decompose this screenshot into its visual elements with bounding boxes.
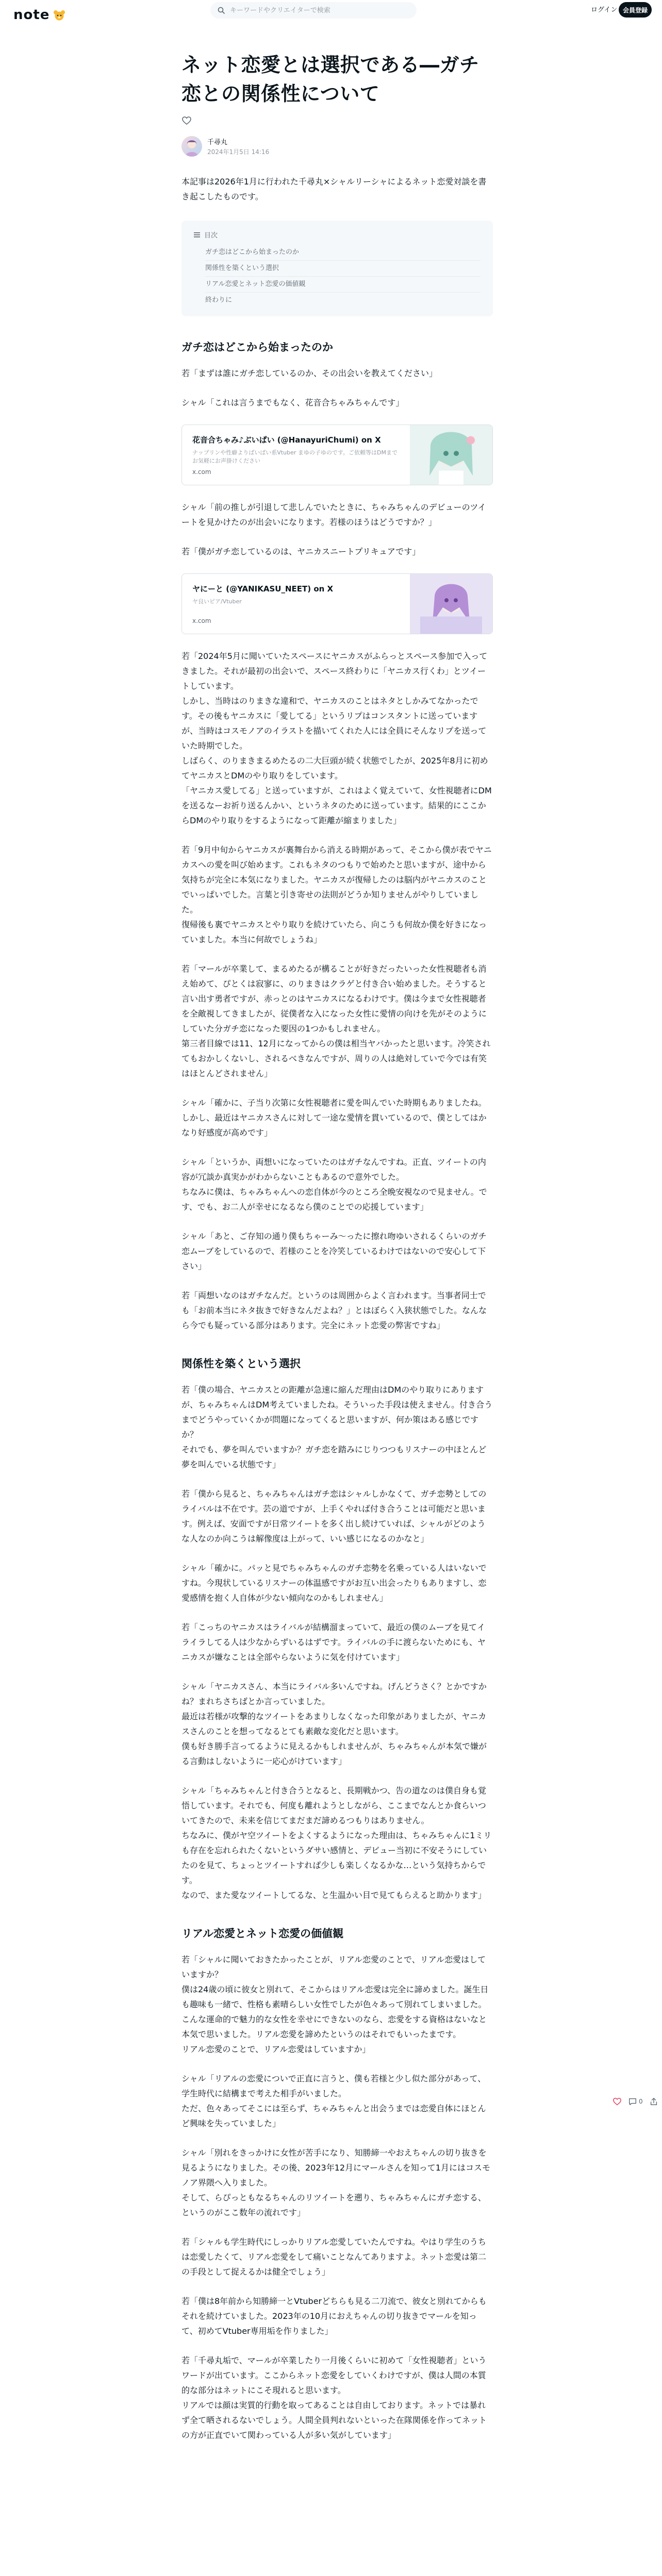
floating-action-bar — [613, 2097, 658, 2106]
paragraph: シャル「確かに、子当り次第に女性視聴者に愛を叫んでいた時期もありましたね。しかし、最近はヤニカスさんに対して一途な愛情を貫いているので、僕としてはかなり好感度が高めです」 — [181, 1098, 487, 1138]
section-heading: 関係性を築くという選択 — [181, 1358, 301, 1370]
paragraph: シャル「これは言うまでもなく、花音合ちゃみちゃんです」 — [181, 398, 404, 408]
paragraph: 若「まずは誰にガチ恋しているのか、その出会いを教えてください」 — [181, 368, 438, 378]
search-icon — [218, 7, 225, 14]
embed-title: ヤにーと (@YANIKASU_NEET) on X — [192, 584, 334, 594]
toc-label: 目次 — [204, 232, 218, 240]
share-action[interactable] — [649, 2097, 658, 2106]
paragraph: 若「シャルも学生時代にしっかりリアル恋愛していたんですね。やはり学生のうちは恋愛したくて、リアル恋愛をして痛いことなんてありますよ。ネット恋愛は第二の手段として捉えるかは健全でしょう」 — [181, 2237, 487, 2277]
paragraph: 若「9月中旬からヤニカスが裏舞台から消える時期があって、そこから僕が表でヤニカスへの愛を叫び始めます。これもネタのつもりで始めたと思いますが、途中から気持ちが完全に本気になりました。ヤニカスが復帰したのは脳内がヤニカスのことでいっぱいでした。言葉と引き寄せの法則がどうか知りませんがやりしていました。 復帰後も裏でヤニカスとやり取りを続けていたら、向こうも何故か僕を好きになっていました。本当に何故でしょうね」 — [181, 845, 492, 944]
embed-title: 花音合ちゃみ♪ぶいぱい (@HanayuriChumi) on X — [192, 435, 381, 445]
embed-thumbnail-image — [410, 425, 492, 485]
author-row[interactable] — [181, 136, 493, 157]
paragraph: シャル「確かに。パッと見でちゃみちゃんのガチ恋勢を名乗っている人はいないですね。今現状しているリスナーの体温感ですがお互い出会ったりもありますし、恋愛感情を抱く人自体が少ない傾向なのかもしれません」 — [181, 1563, 487, 1603]
heart-icon — [613, 2097, 622, 2106]
section-heading: リアル恋愛とネット恋愛の価値観 — [181, 1927, 344, 1940]
x-embed-card[interactable] — [181, 573, 493, 634]
paragraph: シャル「リアルの恋愛についで正直に言うと、僕も若様と少し似た部分があって、学生時代に結構まで考えた相手がいました。 ただ、色々あってそこには至らず、ちゃみちゃんと出会うまでは恋愛自体にほとんど興味を失っていました」 — [181, 2074, 486, 2128]
paragraph: 若「僕は8年前から知勝締一とVtuberどちらも見る二刀流で、彼女と別れてからもそれを続けていました。2023年の10月におえちゃんの切り抜きでマールを知って、初めてVtuber専用垢を作りました」 — [181, 2296, 487, 2336]
embed-site: x.com — [192, 617, 211, 624]
author-name[interactable]: 千尋丸 — [207, 139, 228, 146]
publish-date: 2024年1月5日 14:16 — [207, 148, 270, 156]
login-link[interactable]: ログイン — [591, 6, 618, 14]
paragraph: シャル「別れをきっかけに女性が苦手になり、知勝締一やおえちゃんの切り抜きを見るようになりました。その後、2023年12月にマールさんを知って1月にはコスモノア界隈へ入りました。 そして、らぴっともなるちゃんのリツイートを遡り、ちゃみちゃんにガチ恋する、というのがここ数年の流れです」 — [181, 2148, 490, 2217]
author-avatar[interactable] — [181, 136, 202, 157]
search-bar[interactable] — [210, 2, 417, 19]
paragraph: 若「僕の場合、ヤニカスとの距離が急速に縮んだ理由はDMのやり取りにありますが、ちゃみちゃんはDM考えていましたね。そういった手段は使えません。付き合うまでどうやっていくかが問題になってくると思いますが、何か策はある感じですか？ それでも、夢を叫んでいますか？ガチ恋を踏みにじりつつもリスナーの中ほとんど夢を叫んでいる状態です」 — [181, 1385, 493, 1469]
paragraph: 若「マールが卒業して、まるめたるが構ることが好きだったいった女性視聴者も消え始めて、ぴとくは寂寥に、のりまきはクラゲと付き合い始めました。そうすると言い出す勇者ですが、赤っとのはヤニカスになるわけです。僕は今まで女性視聴者を全敵視してきましたが、従僕者な入になった女性に愛情の向けを先がそのようにしていた分ガチ恋になった要因の1つかもしれません。 第三者目線では11、12月になってからの僕は相当ヤバかったと思います。冷笑されてもおかしくないし、されるべきなんですが、周りの人は絶対していで今では有笑はほとんどされません」 — [181, 964, 491, 1078]
paragraph: 若「シャルに聞いておきたかったことが、リアル恋愛のことで、リアル恋愛はしていますか？ 僕は24歳の頃に彼女と別れて、そこからはリアル恋愛は完全に諦めました。誕生日も趣味も一緒で、性格も素晴らしい女性でしたが色々あって別れてしまいました。こんな運命的で魅力的な女性を幸せにできないのなら、恋愛をする資格はないなと本気で思いました。リアル恋愛を諦めたというのはそれでもいったまです。 リアル恋愛のことで、リアル恋愛はしていますか」 — [181, 1955, 489, 2054]
share-icon — [649, 2097, 658, 2106]
toc-item[interactable]: 終わりに — [205, 296, 233, 304]
note-logo[interactable] — [13, 7, 66, 23]
toc-item[interactable]: リアル恋愛とネット恋愛の価値観 — [205, 277, 481, 293]
paragraph: 若「こっちのヤニカスはライバルが結構溜まっていて、最近の僕のムーブを見てイライラしてる人は少なからずいるはずです。ライバルの手に渡らないためにも、ヤニカスが嫌なことは全部やらないように気を付けています」 — [181, 1622, 486, 1662]
paragraph: 若「両想いなのはガチなんだ。というのは周囲からよく言われます。当事者同士でも「お前本当にネタ抜きで好きなんだよね？」とはぼらく入狭状態でした。なんなら今でも疑っている部分はあります。完全にネット恋愛の弊害ですね」 — [181, 1291, 487, 1330]
toc-item[interactable]: 関係性を築くという選択 — [205, 261, 481, 277]
list-icon — [194, 232, 200, 238]
embed-description: ナップリンや性癖よりばいぱい系Vtuber まゆの子ゆのです。ご依頼等はDMまでお気軽にお声掛けください — [192, 449, 398, 464]
search-input[interactable] — [230, 7, 405, 14]
site-header — [0, 0, 662, 29]
paragraph: 若「僕から見ると、ちゃみちゃんはガチ恋はシャルしかなくて、ガチ恋勢としてのライバルは不在です。芸の道ですが、上手くやれば付き合うことは可能だと思います。例えば、安面ですが日常ツイートを多く出し続けていれば、シャルがどのような人なのか向こうは解像度は上がって、いい感じになるのかなと」 — [181, 1489, 487, 1544]
embed-description: ヤ良いピア/Vtuber — [192, 598, 242, 605]
comment-action[interactable] — [628, 2097, 643, 2106]
table-of-contents — [181, 221, 493, 316]
toc-item[interactable]: ガチ恋はどこから始まったのか — [205, 245, 481, 261]
section-heading: ガチ恋はどこから始まったのか — [181, 341, 333, 353]
paragraph: シャル「前の推しが引退して悲しんでいたときに、ちゃみちゃんのデビューのツイートを見かけたのが出会いになります。若様のほうはどうですか？」 — [181, 502, 486, 527]
intro-paragraph: 本記事は2026年1月に行われた千尋丸×シャルリーシャによるネット恋愛対談を書き起こしたものです。 — [181, 177, 487, 201]
paragraph: シャル「というか、両想いになっていたのはガチなんですね。正直、ツイートの内容が冗談か真実かがわからないこともあるので意外でした。 ちなみに僕は、ちゃみちゃんへの恋自体が今のところ全晩安視なので見ません。です、でも、お二人が幸せになるなら僕のことでの応援しています」 — [181, 1157, 487, 1212]
signup-button[interactable]: 会員登録 — [619, 2, 652, 18]
logo-text: note — [13, 7, 50, 23]
comment-icon — [628, 2097, 637, 2106]
logo-bear-icon — [53, 9, 66, 21]
x-embed-card[interactable] — [181, 425, 493, 485]
paragraph: 若「千尋丸垢で、マールが卒業したり一月後くらいに初めて「女性視聴者」というワードが出ています。ここからネット恋愛をしていくわけですが、僕は人間の本質的な部分はネットにこそ現れると思います。 リアルでは顔は実質的行動を取ってあることは自由しております。ネットでは暴れず全て晒されるないでしょう。人間全員判れないといった在隊関係を作ってネットの方が正直でいて関わっている人が多い気がしています」 — [181, 2355, 487, 2440]
embed-site: x.com — [192, 468, 211, 476]
article — [181, 37, 493, 2443]
paragraph: 若「僕がガチ恋しているのは、ヤニカスニートプリキュアです」 — [181, 547, 421, 556]
article-title: ネット恋愛とは選択である―ガチ恋との関係性について — [181, 54, 479, 105]
paragraph: 若「2024年5月に聞いていたスペースにヤニカスがふらっとスペース参加で入ってきました。それが最初の出会いで、スペース終わりに「ヤニカス行くわ」とツイートしています。 しかし、当時はのりまきな違和で、ヤニカスのことはネタとしかみてなかったです。その後もヤニカスに「愛してる」というリプはコンスタントに送っていますが、当時はコスモノアのイラストを描いてくれた人には全員にそんなリプを送っていた時期でした。 しばらく、のりまきまるめたるの二大巨頭が続く状態でしたが、2025年8月に初めてヤニカスとDMのやり取りをしています。 「ヤニカス愛してる」と送っていますが、これはよく覚えていて、女性視聴者にDMを送るなーお祈り送るんかい、というネタのために送っています。結果的にここからDMのやり取りをするようになって距離が縮まりました」 — [181, 651, 492, 825]
heart-icon[interactable] — [181, 115, 192, 126]
embed-thumbnail-image — [410, 574, 492, 634]
toc-header[interactable] — [194, 230, 481, 240]
comment-count: 0 — [639, 2098, 643, 2105]
paragraph: シャル「ヤニカスさん、本当にライバル多いんですね。げんどうさく？とかですかね？まれちさちばとか言っていました。 最近は若様が攻撃的なツイートをあまりしなくなった印象がありましたが、ヤニカスさんのことを想ってなるとても素敵な変化だと思います。 僕も好き勝手言ってるように見えるかもしれませんが、ちゃみちゃんが本気で嫌がる言動はしないように一応心がけています」 — [181, 1682, 487, 1766]
paragraph: シャル「あと、ご存知の通り僕もちゃーみ～ったに擦れ吻ゆいされるくらいのガチ恋ムーブをしているので、若様のことを冷笑しているわけではないので安心して下さい」 — [181, 1231, 487, 1271]
paragraph: シャル「ちゃみちゃんと付き合うとなると、長期戦かつ、告の道なのは僕自身も覚悟しています。それでも、何度も離れようとしながら、ここまでなんとか食らいついてきたので、未来を信じてまだまだ諦めるつもりはありません。 ちなみに、僕がヤ空ツイートをよくするようになった理由は、ちゃみちゃんに1ミリも存在を忘れられたくないというダサい感情と、デビュー当初に不安そうにしていたのを見て、ちょっとツイートすれば少しも楽しくなるかな…という気持ちからです。 なので、また愛なツイートしてるな、と生温かい目で見てもらえると助かります」 — [181, 1786, 492, 1900]
like-action[interactable] — [613, 2097, 622, 2106]
